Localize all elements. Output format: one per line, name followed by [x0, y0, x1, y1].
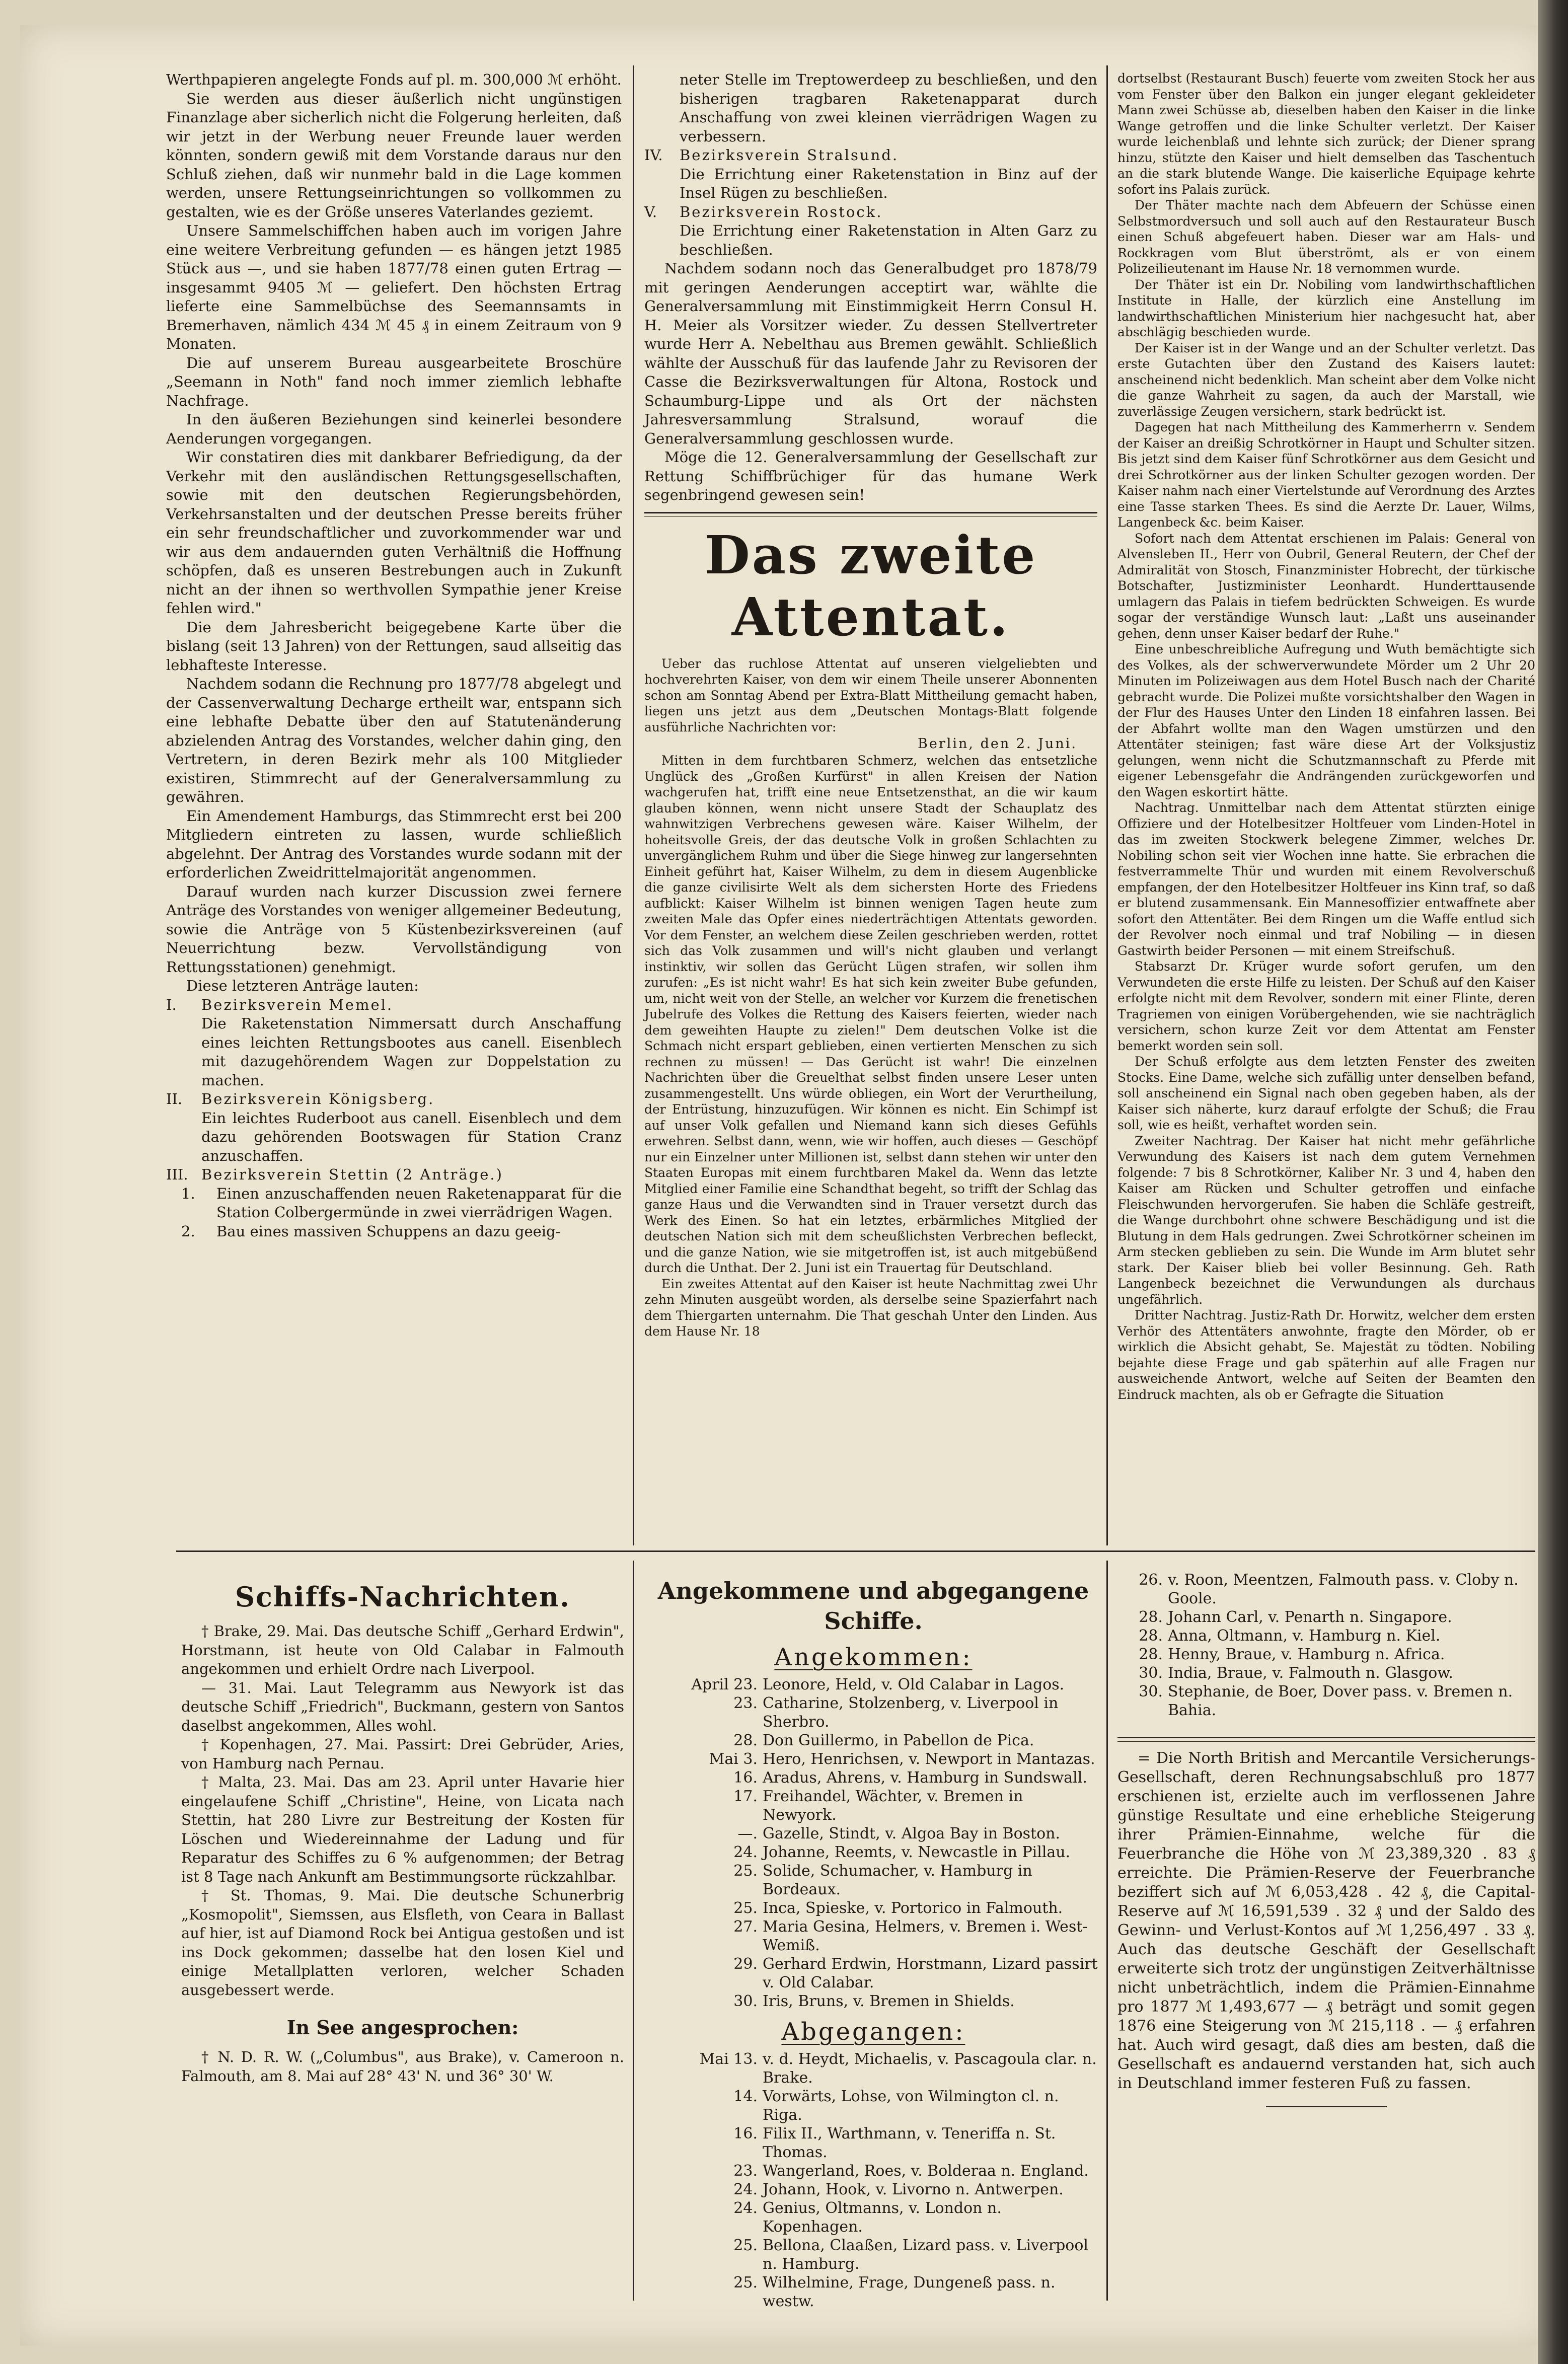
entry-text: Johann, Hook, v. Livorno n. Antwerpen. — [763, 2181, 1064, 2198]
entry-text: Iris, Bruns, v. Bremen in Shields. — [763, 1992, 1015, 2010]
list-item — [1117, 1627, 1535, 1645]
shipping-entry: † Kopenhagen, 27. Mai. Passirt: Drei Gebrüder, Aries, von Hamburg nach Pernau. — [181, 1736, 624, 1772]
entry-text: Inca, Spieske, v. Portorico in Falmouth. — [763, 1899, 1063, 1917]
story-paragraph: Ein zweites Attentat auf den Kaiser ist heute Nachmittag zwei Uhr zehn Minuten ausgeübt worden, als derselbe seine Spazierfahrt nach dem Thiergarten unternahm. Die That geschah Unter den Linden. Aus dem Hause Nr. 18 — [644, 1276, 1097, 1339]
entry-date: 26. — [1139, 1571, 1163, 1589]
sub-item: 1. Einen anzuschaffenden neuen Raketenapparat für die Station Colbergermünde in zwei vierrädrigen Wagen. — [181, 1185, 622, 1221]
entry-text: Bellona, Claaßen, Lizard pass. v. Liverpool n. Hamburg. — [763, 2237, 1089, 2273]
column-3 — [1117, 70, 1535, 1545]
departed-list-cont — [1117, 1571, 1535, 1720]
entry-text: Freihandel, Wächter, v. Bremen in Newyork. — [763, 1788, 1023, 1824]
column-rule — [633, 65, 634, 1545]
story-paragraph: Mitten in dem furchtbaren Schmerz, welchen das entsetzliche Unglück des „Großen Kurfürst" in allen Kreisen der Nation wachgerufen hat, trifft eine neue Entsetzensthat, an die wir kaum glauben können, wenn nicht unsere Stadt der Schauplatz des wahnwitzigen Verbrechens gewesen wäre. Kaiser Wilhelm, der hoheitsvolle Greis, der das deutsche Volk in großen Schlachten zu unvergänglichem Ruhm und über die Siege hinweg zur langersehnten Einheit geführt hat, Kaiser Wilhelm, zu dem in diesem Augenblicke die ganze civilisirte Welt als dem sichersten Horte des Friedens aufblickt: Kaiser Wilhelm ist binnen wenigen Tagen heute zum zweiten Male das Opfer eines niederträchtigen Attentats geworden. Vor dem Fenster, an welchem diese Zeilen geschrieben werden, rottet sich das Volk zusammen und will's nicht glauben und verlangt instinktiv, wir sollen das Gerücht Lügen strafen, wir sollen ihm zurufen: „Es ist nicht wahr! Es hat sich kein zweiter Bube gefunden, um, nicht weit von der Stelle, an welcher vor Kurzem die frenetischen Jubelrufe des Volkes die Rettung des Kaisers feierten, wieder nach dem geweihten Haupte zu zielen!" Dem deutschen Volke ist die Schmach nicht erspart geblieben, einen vertierten Menschen zu sich rechnen zu müssen! — Das Gerücht ist wahr! Die einzelnen Nachrichten über die Greuelthat selbst finden unsere Leser unten zusammengestellt. Uns würde obliegen, ein Wort der Verurtheilung, der Entrüstung, hinzuzufügen. Wir können es nicht. Ein Schimpf ist auf unser Volk gefallen und Niemand kann sich dieses Gefühls erwehren. Selbst dann, wenn, wie wir hoffen, auch dieses — Geschöpf nur ein Einzelner unter Millionen ist, selbst dann stehen wir unter den Staaten Europas mit einem furchtbaren Makel da. Wenn das letzte Mitglied einer Familie eine Schandthat begeht, so trifft der Schlag das ganze Haus und die Verwandten sind in Trauer versetzt durch das Werk des Einen. So hat ein letztes, erbärmliches Mitglied der deutschen Nation sich mit dem scheußlichsten Verbrechen befleckt, und die ganze Nation, wie sie mitgetroffen ist, ist auch mitgebüßend durch die Unthat. Der 2. Juni ist ein Trauertag für Deutschland. — [644, 753, 1097, 1275]
arrivals-departures — [647, 1571, 1100, 2310]
entry-text: Leonore, Held, v. Old Calabar in Lagos. — [763, 1676, 1065, 1693]
column-1 — [166, 70, 622, 1545]
list-item — [647, 2124, 1100, 2162]
list-item — [647, 2273, 1100, 2311]
entry-date: 28. — [1139, 1608, 1163, 1626]
list-item — [647, 1917, 1100, 1955]
divider — [1117, 1737, 1535, 1742]
divider — [644, 512, 1097, 517]
proposal-list — [644, 146, 1097, 259]
paragraph: Sie werden aus dieser äußerlich nicht ungünstigen Finanzlage aber sicherlich nicht die Folgerung herleiten, daß wir jetzt in der Werbung neuer Freunde lauer werden könnten, sondern gewiß mit dem Vorstande daraus nur den Schluß ziehen, daß wir nunmehr bald in die Lage kommen werden, unsere Rettungseinrichtungen so vollkommen zu gestalten, wie es der Größe unseres Vaterlandes geziemt. — [166, 90, 622, 220]
section-title: Angekommene und abgegangene Schiffe. — [657, 1577, 1089, 1635]
list-item — [647, 2199, 1100, 2236]
list-item: III. Bezirksverein Stettin (2 Anträge.) — [166, 1166, 503, 1183]
list-item — [647, 1750, 1100, 1768]
divider — [1266, 2106, 1387, 2107]
story-paragraph: Sofort nach dem Attentat erschienen im Palais: General von Alvensleben II., Herr von Oubril, General Reutern, der Chef der Admiralität von Stosch, Finanzminister Hobrecht, der türkische Botschafter, Justizminister Leonhardt. Hunderttausende umlagern das Palais in tiefem bedrückten Schweigen. Es wurde sogar der verständige Wunsch laut: „Laßt uns auseinander gehen, denn unser Kaiser bedarf der Ruhe." — [1117, 531, 1535, 641]
story-paragraph: Der Kaiser ist in der Wange und an der Schulter verletzt. Das erste Gutachten über den Zustand des Kaisers lautet: anscheinend nicht bedenklich. Man scheint aber dem Volke nicht die ganze Wahrheit zu sagen, da auch der Marstall, wie zuverlässige Zeugen versichern, stark bedrückt ist. — [1117, 340, 1535, 419]
entry-text: Maria Gesina, Helmers, v. Bremen i. West-Wemiß. — [763, 1918, 1088, 1954]
entry-text: Henny, Braue, v. Hamburg n. Africa. — [1168, 1646, 1445, 1663]
column-3-bottom — [1117, 1571, 1535, 2301]
entry-date: 23. — [733, 2162, 758, 2180]
entry-date: 25. — [733, 1899, 758, 1917]
entry-date: —. — [737, 1825, 758, 1842]
column-rule — [1106, 1561, 1108, 2301]
list-item: II. Bezirksverein Königsberg. — [166, 1090, 435, 1107]
list-item — [647, 1843, 1100, 1862]
paragraph: Darauf wurden nach kurzer Discussion zwei fernere Anträge des Vorstandes von weniger allgemeiner Bedeutung, sowie die Anträge von 5 Küstenbezirksvereinen (auf Neuerrichtung bezw. Vervollständigung von Rettungsstationen) genehmigt. — [166, 882, 622, 976]
insurance-notice: = Die North British and Mercantile Versicherungs-Gesellschaft, deren Rechnungsabschluß pro 1877 erschienen ist, erzielte auch im verflossenen Jahre günstige Resultate und eine erhebliche Steigerung ihrer Prämien-Einnahme, welche für die Feuerbranche die Höhe von ℳ 23,389,320 . 83 ₰ erreichte. Die Prämien-Reserve der Feuerbranche beziffert sich auf ℳ 6,053,428 . 42 ₰, die Capital-Reserve auf ℳ 16,591,539 . 32 ₰ und der Saldo des Gewinn- und Verlust-Kontos auf ℳ 1,256,497 . 33 ₰. Auch das deutsche Geschäft der Gesellschaft erweiterte sich trotz der ungünstigen Zeitverhältnisse nicht unbeträchtlich, indem die Prämien-Einnahme pro 1877 ℳ 1,493,677 — ₰ beträgt und somit gegen 1876 eine Steigerung von ℳ 215,118 . — ₰ erfahren hat. Auch wird gesagt, daß dies am besten, daß die Gesellschaft es andauernd verstanden hat, sich auch in Deutschland immer festeren Fuß zu fassen. — [1117, 1749, 1535, 2092]
story-paragraph: Der Thäter machte nach dem Abfeuern der Schüsse einen Selbstmordversuch und soll auch auf den Restaurateur Busch einen Schuß abgefeuert haben. Dieser war am Hals- und Rockkragen vom Blut überströmt, als er von einem Polizeilieutenant im Hause Nr. 18 vernommen wurde. — [1117, 198, 1535, 276]
list-item — [647, 1675, 1100, 1694]
paragraph: Unsere Sammelschiffchen haben auch im vorigen Jahre eine weitere Verbreitung gefunden — es hängen jetzt 1985 Stück aus —, und sie haben 1877/78 einen guten Ertrag — insgesammt 9405 ℳ — geliefert. Den höchsten Ertrag lieferte eine Sammelbüchse des Seemannsamts in Bremerhaven, nämlich 434 ℳ 45 ₰ in einem Zeitraum von 9 Monaten. — [166, 222, 622, 352]
shipping-entry: — 31. Mai. Laut Telegramm aus Newyork ist das deutsche Schiff „Friedrich", Buckmann, gestern von Santos daselbst angekommen, Alles wohl. — [181, 1679, 624, 1734]
list-item — [647, 1787, 1100, 1824]
entry-date: 25. — [733, 2274, 758, 2292]
list-item — [647, 1955, 1100, 1992]
entry-date: 16. — [733, 1769, 758, 1787]
paragraph: Nachdem sodann die Rechnung pro 1877/78 abgelegt und der Cassenverwaltung Decharge ertheilt war, entspann sich eine lebhafte Debatte über den auf Statutenänderung abzielenden Antrag des Vorstandes, welcher dahin ging, den Vertretern, in deren Bezirk mehr als 100 Mitglieder existiren, Stimmrecht auf der Generalversammlung zu gewähren. — [166, 675, 622, 805]
entry-text: Gazelle, Stindt, v. Algoa Bay in Boston. — [763, 1825, 1061, 1842]
section-rule — [176, 1550, 1535, 1552]
entry-date: April 23. — [691, 1676, 758, 1693]
entry-text: v. Roon, Meentzen, Falmouth pass. v. Cloby n. Goole. — [1168, 1571, 1519, 1607]
story-paragraph: Zweiter Nachtrag. Der Kaiser hat nicht mehr gefährliche Verwundung des Kaisers ist nach dem gutem Vernehmen folgende: 7 bis 8 Schrotkörner, Kaliber Nr. 3 und 4, haben den Kaiser am Rücken und Schulter getroffen und einfache Fleischwunden hervorgerufen. Sie haben die Schläfe gestreift, die Wange durchbohrt ohne schwere Beschädigung und ist die Blutung in dem Hals gedrungen. Zwei Schrotkörner scheinen im Arm stecken geblieben zu sein. Die Wunde im Arm blutet sehr stark. Der Kaiser blieb bei voller Besinnung. Geh. Rath Langenbeck bezeichnet die Verwundungen als durchaus ungefährlich. — [1117, 1133, 1535, 1307]
story-paragraph: Eine unbeschreibliche Aufregung und Wuth bemächtigte sich des Volkes, als der schwerverwundete Mörder um 2 Uhr 20 Minuten im Polizeiwagen aus dem Hotel Busch nach der Charité gebracht wurde. Die Polizei mußte vorsichtshalber den Wagen in der Flur des Hauses Unter den Linden 18 einfahren lassen. Bei der Abfahrt wollte man den Wagen umstürzen und den Attentäter steinigen; fast wäre diese Art der Volksjustiz gelungen, wenn nicht die Schutzmannschaft zu Pferde mit eigener Lebensgefahr die Andrängenden zurückgeworfen und den Wagen eskortirt hätte. — [1117, 642, 1535, 799]
list-item — [647, 1694, 1100, 1731]
entry-date: 24. — [733, 1843, 758, 1861]
entry-date: 23. — [733, 1694, 758, 1712]
entry-text: Filix II., Warthmann, v. Teneriffa n. St. Thomas. — [763, 2125, 1056, 2161]
entry-text: v. d. Heydt, Michaelis, v. Pascagoula clar. n. Brake. — [763, 2050, 1097, 2087]
list-item — [647, 1768, 1100, 1787]
subsection-title: Abgegangen: — [781, 2018, 965, 2046]
entry-text: Aradus, Ahrens, v. Hamburg in Sundswall. — [763, 1769, 1087, 1787]
list-item — [1117, 1664, 1535, 1682]
entry-text: Stephanie, de Boer, Dover pass. v. Bremen n. Bahia. — [1168, 1683, 1513, 1719]
shipping-entry: † Malta, 23. Mai. Das am 23. April unter Havarie hier eingelaufene Schiff „Christine", Heine, von Licata nach Stettin, hat 280 Livre zur Bestreitung der Kosten für Löschen und Wiedereinnahme der Ladung und für Reparatur des Schiffes zu 6 % aufgenommen; der Betrag ist 8 Tage nach Ankunft am Bestimmungsorte rückzahlbar. — [181, 1774, 624, 1885]
paragraph: Diese letzteren Anträge lauten: — [186, 977, 419, 994]
list-item-body: Ein leichtes Ruderboot aus canell. Eisenblech und dem dazu gehörenden Bootswagen für Station Cranz anzuschaffen. — [201, 1109, 622, 1164]
list-item — [647, 1899, 1100, 1917]
list-item: I. Bezirksverein Memel. — [166, 996, 394, 1013]
entry-date: 30. — [1139, 1683, 1163, 1701]
entry-date: 28. — [1139, 1646, 1163, 1663]
entry-date: 17. — [733, 1788, 758, 1805]
list-item: IV. Bezirksverein Stralsund. — [644, 146, 899, 164]
entry-date: 14. — [733, 2088, 758, 2105]
subsection-title: In See angesprochen: — [286, 2016, 519, 2039]
entry-text: India, Braue, v. Falmouth n. Glasgow. — [1168, 1664, 1453, 1682]
entry-text: Wangerland, Roes, v. Bolderaa n. England. — [763, 2162, 1089, 2180]
entry-date: 25. — [733, 1862, 758, 1880]
paragraph: Die auf unserem Bureau ausgearbeitete Broschüre „Seemann in Noth" fand noch immer ziemlich lebhafte Nachfrage. — [166, 354, 622, 409]
entry-text: Johann Carl, v. Penarth n. Singapore. — [1168, 1608, 1452, 1626]
entry-date: 29. — [733, 1955, 758, 1973]
entry-text: Wilhelmine, Frage, Dungeneß pass. n. westw. — [763, 2274, 1056, 2310]
entry-date: Mai 3. — [709, 1750, 758, 1768]
paragraph: Wir constatiren dies mit dankbarer Befriedigung, da der Verkehr mit den ausländischen Rettungsgesellschaften, sowie mit den deutschen Regierungsbehörden, Verkehrsanstalten und der deutschen Presse bereits früher ein sehr freundschaftlicher und zuvorkommender war und wir aus dem andauernden guten Verhältniß die Hoffnung schöpfen, daß es unseren Bestrebungen auch in Zukunft nicht an der ihnen so werthvollen Sympathie jener Kreise fehlen wird." — [166, 449, 622, 617]
story-paragraph: Stabsarzt Dr. Krüger wurde sofort gerufen, um den Verwundeten die erste Hilfe zu leisten. Der Schuß auf den Kaiser erfolgte nicht mit dem Revolver, sondern mit einer Flinte, deren Tragriemen von einigen Vorübergehenden, wie sie nachträglich versichern, schon kurze Zeit vor dem Attentat am Fenster bemerkt worden sein soll. — [1117, 959, 1535, 1053]
paragraph: Möge die 12. Generalversammlung der Gesellschaft zur Rettung Schiffbrüchiger für das humane Werk segenbringend gewesen sein! — [644, 449, 1097, 503]
entry-date: 24. — [733, 2181, 758, 2198]
story-paragraph: dortselbst (Restaurant Busch) feuerte vom zweiten Stock her aus vom Fenster über den Balkon ein junger elegant gekleideter Mann zwei Schüsse ab, dieselben haben den Kaiser in die linke Wange getroffen und die linke Schulter verletzt. Der Kaiser wurde leichenblaß und lehnte sich zurück; der Diener sprang hinzu, stützte den Kaiser und hielt demselben das Taschentuch an die stark blutende Wange. Die kaiserliche Equipage kehrte sofort ins Palais zurück. — [1117, 71, 1535, 197]
entry-date: 28. — [733, 1732, 758, 1749]
story-paragraph: Nachtrag. Unmittelbar nach dem Attentat stürzten einige Offiziere und der Hotelbesitzer Holtfeuer vom Linden-Hotel in das im zweiten Stockwerk belegene Zimmer, welches Dr. Nobiling schon seit vier Wochen inne hatte. Sie erbrachen die festverrammelte Thür und wurden mit einem Revolverschuß empfangen, der den Hotelbesitzer Holtfeuer ins Kinn traf, so daß er blutend zusammensank. Ein Mannesoffizier entwaffnete aber sofort den Attentäter. Bei dem Ringen um die Waffe entlud sich der Revolver noch einmal und traf Nobiling — in diesen Gastwirth beider Personen — mit einem Streifschuß. — [1117, 800, 1535, 958]
subsection-title: Angekommen: — [774, 1643, 973, 1671]
list-item-body: Die Errichtung einer Raketenstation in Binz auf der Insel Rügen zu beschließen. — [680, 165, 1097, 201]
paragraph: Die dem Jahresbericht beigegebene Karte über die bislang (seit 13 Jahren) von der Rettungen, saud allseitig das lebhafteste Interesse. — [166, 618, 622, 674]
list-item — [647, 1862, 1100, 1899]
list-item — [647, 1992, 1100, 2011]
entry-date: 24. — [733, 2199, 758, 2217]
paragraph: Werthpapieren angelegte Fonds auf pl. m. 300,000 ℳ erhöht. — [166, 71, 622, 88]
departed-list — [647, 2050, 1100, 2311]
headline: Das zweite Attentat. — [704, 524, 1037, 648]
entry-text: Catharine, Stolzenberg, v. Liverpool in Sherbro. — [763, 1694, 1059, 1731]
column-2 — [644, 70, 1097, 1545]
list-item-body: Die Errichtung einer Raketenstation in Alten Garz zu beschließen. — [680, 222, 1097, 258]
list-item-body: Die Raketenstation Nimmersatt durch Anschaffung eines leichten Rettungsbootes aus canell. Eisenblech mit dazugehörendem Wagen zur Doppelstation zu machen. — [201, 1015, 622, 1089]
proposal-list — [166, 996, 622, 1241]
list-item — [647, 2236, 1100, 2273]
entry-date: 30. — [1139, 1664, 1163, 1682]
list-item — [647, 2180, 1100, 2199]
arrived-list — [647, 1675, 1100, 2011]
shipping-entry: † St. Thomas, 9. Mai. Die deutsche Schunerbrig „Kosmopolit", Siemssen, aus Elsfleth, von Ceara in Ballast auf hier, ist auf Diamond Rock bei Antigua gestoßen und ist ins Dock gekommen; dasselbe hat den losen Kiel und einige Metallplatten verloren, welcher Schaden ausgebessert werde. — [181, 1887, 624, 1999]
entry-date: 28. — [1139, 1627, 1163, 1645]
entry-text: Gerhard Erdwin, Horstmann, Lizard passirt v. Old Calabar. — [763, 1955, 1098, 1991]
shipping-news — [181, 1571, 624, 2301]
paragraph: Nachdem sodann noch das Generalbudget pro 1878/79 mit geringen Aenderungen acceptirt war, wählte die Generalversammlung mit Einstimmigkeit Herrn Consul H. H. Meier als Vorsitzer wieder. Zu dessen Stellvertreter wurde Herr A. Nebelthau aus Bremen gewählt. Schließlich wählte der Ausschuß für das laufende Jahr zu Revisoren der Casse die Bezirksverwaltungen für Altona, Rostock und Schaumburg-Lippe und als Ort der nächsten Jahresversammlung Stralsund, worauf die Generalversammlung geschlossen wurde. — [644, 260, 1097, 447]
entry-date: 30. — [733, 1992, 758, 2010]
list-item — [1117, 1608, 1535, 1627]
entry-date: 16. — [733, 2125, 758, 2143]
paragraph: Ein Amendement Hamburgs, das Stimmrecht erst bei 200 Mitgliedern eintreten zu lassen, wurde schließlich abgelehnt. Der Antrag des Vorstandes wurde sodann mit der erforderlichen Zweidrittelmajorität angenommen. — [166, 807, 622, 881]
entry-date: Mai 13. — [699, 2050, 758, 2068]
column-rule — [1106, 65, 1108, 1545]
column-rule — [633, 1561, 634, 2301]
story-paragraph: Dritter Nachtrag. Justiz-Rath Dr. Horwitz, welcher dem ersten Verhör des Attentäters anwohnte, fragte den Mörder, ob er wirklich die Absicht gehabt, Se. Majestät zu tödten. Nobiling bejahte diese Frage und gab späterhin auf alle Fragen nur ausweichende Antwort, welche auf Seiten der Beamten den Eindruck machten, als ob er Gefragte die Situation — [1117, 1308, 1535, 1402]
section-title: Schiffs-Nachrichten. — [235, 1581, 570, 1613]
list-item-body: neter Stelle im Treptowerdeep zu beschließen, und den bisherigen tragbaren Raketenapparat durch Anschaffung von zwei kleinen vierrädrigen Wagen zu verbessern. — [680, 71, 1097, 145]
entry-date: 25. — [733, 2237, 758, 2254]
entry-text: Hero, Henrichsen, v. Newport in Mantazas. — [763, 1750, 1095, 1768]
list-item — [647, 2162, 1100, 2180]
story-paragraph: Der Thäter ist ein Dr. Nobiling vom landwirthschaftlichen Institute in Halle, der kürzlich eine Anstellung im landwirthschaftlichen Ministerium hier nachgesucht hat, aber abschlägig beschieden wurde. — [1117, 277, 1535, 339]
shipping-entry: † N. D. R. W. („Columbus", aus Brake), v. Cameroon n. Falmouth, am 8. Mai auf 28° 43' N. und 36° 30' W. — [181, 2048, 624, 2085]
story-paragraph: Der Schuß erfolgte aus dem letzten Fenster des zweiten Stocks. Eine Dame, welche sich zufällig unter denselben befand, soll anscheinend ein Signal nach oben gegeben haben, als der Kaiser sich näherte, kurz darauf erfolgte der Schuß; die Frau soll, wie es heißt, verhaftet worden sein. — [1117, 1054, 1535, 1132]
entry-text: Genius, Oltmanns, v. London n. Kopenhagen. — [763, 2199, 1002, 2236]
book-binding — [1538, 0, 1568, 2364]
list-item — [647, 2087, 1100, 2124]
intro-text: Ueber das ruchlose Attentat auf unseren vielgeliebten und hochverehrten Kaiser, von dem wir einem Theile unserer Abonnenten schon am Sonntag Abend per Extra-Blatt Mittheilung gemacht haben, liegen uns jetzt aus dem „Deutschen Montags-Blatt folgende ausführliche Nachrichten vor: — [644, 656, 1097, 734]
list-item — [647, 1731, 1100, 1750]
list-item — [1117, 1682, 1535, 1720]
entry-text: Vorwärts, Lohse, von Wilmington cl. n. Riga. — [763, 2088, 1059, 2124]
list-item — [1117, 1571, 1535, 1608]
sub-item: 2. Bau eines massiven Schuppens an dazu geeig- — [181, 1222, 561, 1240]
entry-text: Anna, Oltmann, v. Hamburg n. Kiel. — [1168, 1627, 1441, 1645]
entry-text: Don Guillermo, in Pabellon de Pica. — [763, 1732, 1034, 1749]
story-paragraph: Dagegen hat nach Mittheilung des Kammerherrn v. Sendem der Kaiser an dreißig Schrotkörner in Haupt und Schulter sitzen. Bis jetzt sind dem Kaiser fünf Schrotkörner aus dem Gesicht und drei Schrotkörner aus der linken Schulter gezogen worden. Der Kaiser nahm nach einer Viertelstunde auf Verordnung des Arztes eine Tasse starken Thees. Es sind die Aerzte Dr. Lauer, Wilms, Langenbeck &c. beim Kaiser. — [1117, 420, 1535, 530]
entry-date: 27. — [733, 1918, 758, 1936]
shipping-entry: † Brake, 29. Mai. Das deutsche Schiff „Gerhard Erdwin", Horstmann, ist heute von Old Calabar in Falmouth angekommen und erhielt Ordre nach Liverpool. — [181, 1622, 624, 1677]
entry-text: Solide, Schumacher, v. Hamburg in Bordeaux. — [763, 1862, 1032, 1898]
list-item — [647, 1824, 1100, 1843]
paragraph: In den äußeren Beziehungen sind keinerlei besondere Aenderungen vorgegangen. — [166, 411, 622, 447]
newspaper-page — [20, 25, 1550, 2346]
list-item — [647, 2050, 1100, 2087]
entry-text: Johanne, Reemts, v. Newcastle in Pillau. — [763, 1843, 1071, 1861]
dateline: Berlin, den 2. Juni. — [918, 736, 1077, 752]
list-item — [1117, 1645, 1535, 1664]
list-item: V. Bezirksverein Rostock. — [644, 203, 883, 220]
